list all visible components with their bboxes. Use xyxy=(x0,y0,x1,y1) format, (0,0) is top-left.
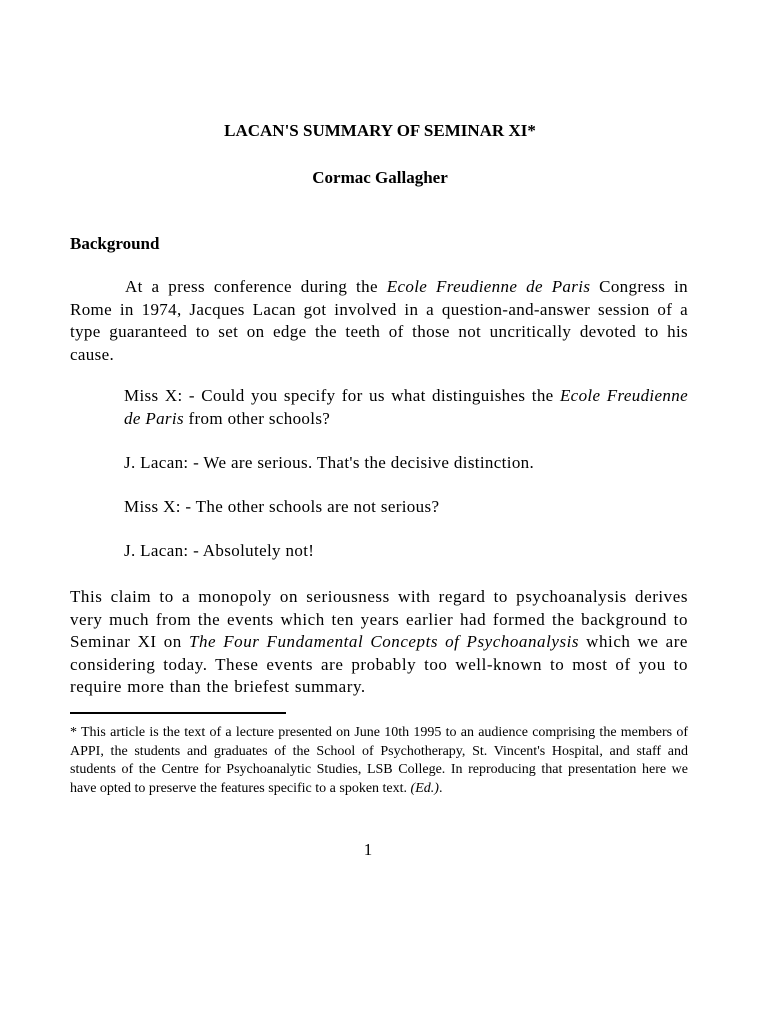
paragraph-intro-text-start: At a press conference during the xyxy=(125,277,387,296)
dialogue-line-1-italic: Ecole Freudienne de Paris xyxy=(124,386,688,428)
page-number: 1 xyxy=(363,840,373,859)
section-heading: Background xyxy=(70,234,160,253)
paragraph-seriousness-end: which we are considering today. These events are probably too well-known to most of you to require more than the briefest summary. xyxy=(70,632,688,696)
paragraph-intro-text-end: Congress in Rome in 1974, Jacques Lacan got involved in a question-and-answer session of a type guaranteed to set on edge the teeth of those not uncritically devoted to his cause. xyxy=(70,277,688,364)
dialogue-line-3: Miss X: - The other schools are not serious? xyxy=(124,497,440,516)
footnote-text: * This article is the text of a lecture presented on June 10th 1995 to an audience comprising the members of APPI, the students and graduates of the School of Psychotherapy, St. Vincent's Hospital, and staff and students of the Centre for Psychoanalytic Studies, LSB College. In reproducing that presentation here we have opted to preserve the features specific to a spoken text. xyxy=(70,725,688,796)
document-title: LACAN'S SUMMARY OF SEMINAR XI* xyxy=(224,121,536,140)
footnote-italic: (Ed.) xyxy=(410,780,439,796)
dialogue-line-4: J. Lacan: - Absolutely not! xyxy=(124,541,315,560)
dialogue-line-1 xyxy=(124,385,688,430)
paragraph-intro xyxy=(70,276,688,366)
footnote xyxy=(70,724,688,798)
dialogue-line-1-start: Miss X: - Could you specify for us what distinguishes the xyxy=(124,386,560,405)
paragraph-seriousness-start: This claim to a monopoly on seriousness with regard to psychoanalysis derives very much from the events which ten years earlier had formed the background to Seminar XI on xyxy=(70,587,688,651)
author-name: Cormac Gallagher xyxy=(312,168,448,187)
footnote-divider xyxy=(70,712,286,714)
paragraph-intro-italic: Ecole Freudienne de Paris xyxy=(386,277,591,296)
dialogue-line-2: J. Lacan: - We are serious. That's the decisive distinction. xyxy=(124,453,535,472)
paragraph-seriousness xyxy=(70,586,688,699)
paragraph-seriousness-italic: The Four Fundamental Concepts of Psychoanalysis xyxy=(188,632,580,651)
footnote-end: . xyxy=(438,780,443,796)
dialogue-line-1-end: from other schools? xyxy=(183,408,331,428)
